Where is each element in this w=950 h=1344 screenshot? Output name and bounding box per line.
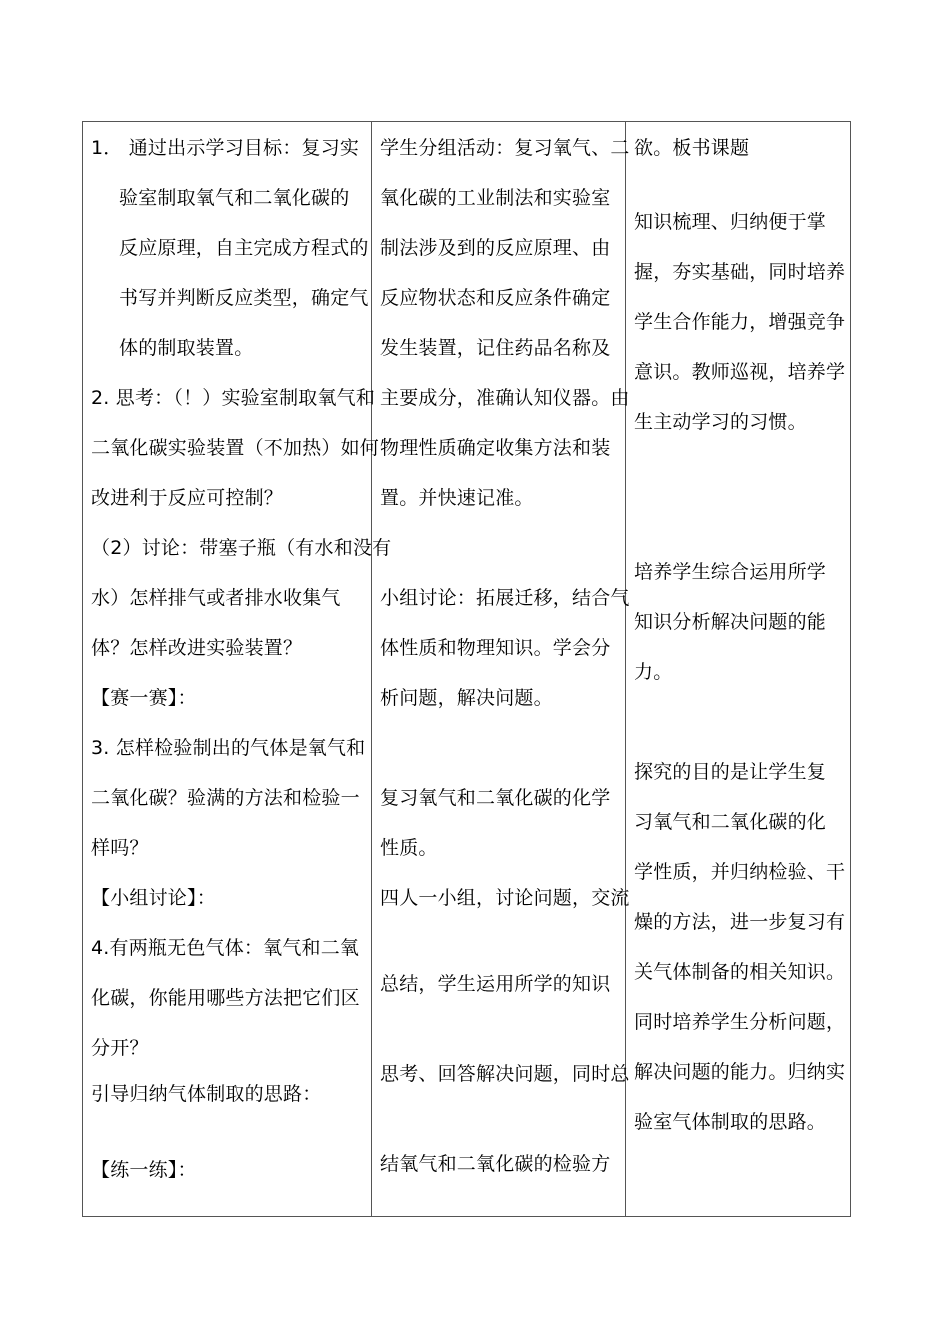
text-line: 生主动学习的习惯。	[634, 411, 807, 433]
text-line: 3. 怎样检验制出的气体是氧气和	[91, 737, 366, 759]
section-heading: 【小组讨论】：	[91, 887, 216, 909]
text-line: 意识。教师巡视，培养学	[634, 361, 846, 383]
text-line: 引导归纳气体制取的思路：	[91, 1083, 322, 1105]
text-line: 同时培养学生分析问题，	[634, 1011, 846, 1033]
text-line: 燥的方法，进一步复习有	[634, 911, 846, 933]
text-line: 化碳，你能用哪些方法把它们区	[91, 987, 360, 1009]
text-line: 样吗？	[91, 837, 149, 859]
text-line: 思考、回答解决问题，同时总	[380, 1063, 630, 1085]
text-line: 2. 思考：（！）实验室制取氧气和	[91, 387, 376, 409]
text-line: 总结，学生运用所学的知识	[380, 973, 611, 995]
section-heading: 【练一练】：	[91, 1159, 197, 1181]
text-line: 物理性质确定收集方法和装	[380, 437, 611, 459]
text-line: 二氧化碳？验满的方法和检验一	[91, 787, 360, 809]
text-line: 体？怎样改进实验装置？	[91, 637, 303, 659]
text-line: 性质。	[380, 837, 438, 859]
text-line: 水）怎样排气或者排水收集气	[91, 587, 341, 609]
text-line: 析问题，解决问题。	[380, 687, 553, 709]
text-line: 4.有两瓶无色气体：氧气和二氧	[91, 937, 360, 959]
text-line: 书写并判断反应类型，确定气	[119, 287, 369, 309]
text-line: 习氧气和二氧化碳的化	[634, 811, 827, 833]
text-line: 置。并快速记准。	[380, 487, 534, 509]
text-line: （2）讨论：带塞子瓶（有水和没有	[91, 537, 392, 559]
text-line: 结氧气和二氧化碳的检验方	[380, 1153, 611, 1175]
text-line: 验室制取氧气和二氧化碳的	[119, 187, 350, 209]
text-line: 二氧化碳实验装置（不加热）如何	[91, 437, 380, 459]
text-line: 欲。板书课题	[634, 137, 750, 159]
section-heading: 【赛一赛】：	[91, 687, 197, 709]
text-line: 学生分组活动：复习氧气、二	[380, 137, 630, 159]
text-line: 知识梳理、归纳便于掌	[634, 211, 827, 233]
text-line: 发生装置，记住药品名称及	[380, 337, 611, 359]
text-line: 培养学生综合运用所学	[634, 561, 827, 583]
text-line: 关气体制备的相关知识。	[634, 961, 846, 983]
text-line: 反应物状态和反应条件确定	[380, 287, 611, 309]
text-line: 握，夯实基础，同时培养	[634, 261, 846, 283]
text-line: 解决问题的能力。归纳实	[634, 1061, 846, 1083]
lesson-plan-table	[82, 121, 851, 1217]
text-line: 验室气体制取的思路。	[634, 1111, 827, 1133]
text-line: 学性质，并归纳检验、干	[634, 861, 846, 883]
text-line: 改进利于反应可控制？	[91, 487, 284, 509]
text-line: 主要成分，准确认知仪器。由	[380, 387, 630, 409]
text-line: 反应原理，自主完成方程式的	[119, 237, 369, 259]
column-divider	[371, 122, 372, 1216]
text-line: 氧化碳的工业制法和实验室	[380, 187, 611, 209]
text-line: 力。	[634, 661, 673, 683]
text-line: 复习氧气和二氧化碳的化学	[380, 787, 611, 809]
text-line: 制法涉及到的反应原理、由	[380, 237, 611, 259]
text-line: 四人一小组，讨论问题，交流	[380, 887, 630, 909]
column-divider	[625, 122, 626, 1216]
text-line: 小组讨论：拓展迁移，结合气	[380, 587, 630, 609]
text-line: 探究的目的是让学生复	[634, 761, 827, 783]
text-line: 知识分析解决问题的能	[634, 611, 827, 633]
text-line: 分开？	[91, 1037, 149, 1059]
text-line: 体性质和物理知识。学会分	[380, 637, 611, 659]
text-line: 体的制取装置。	[119, 337, 254, 359]
text-line: 1． 通过出示学习目标：复习实	[91, 137, 360, 159]
text-line: 学生合作能力，增强竞争	[634, 311, 846, 333]
